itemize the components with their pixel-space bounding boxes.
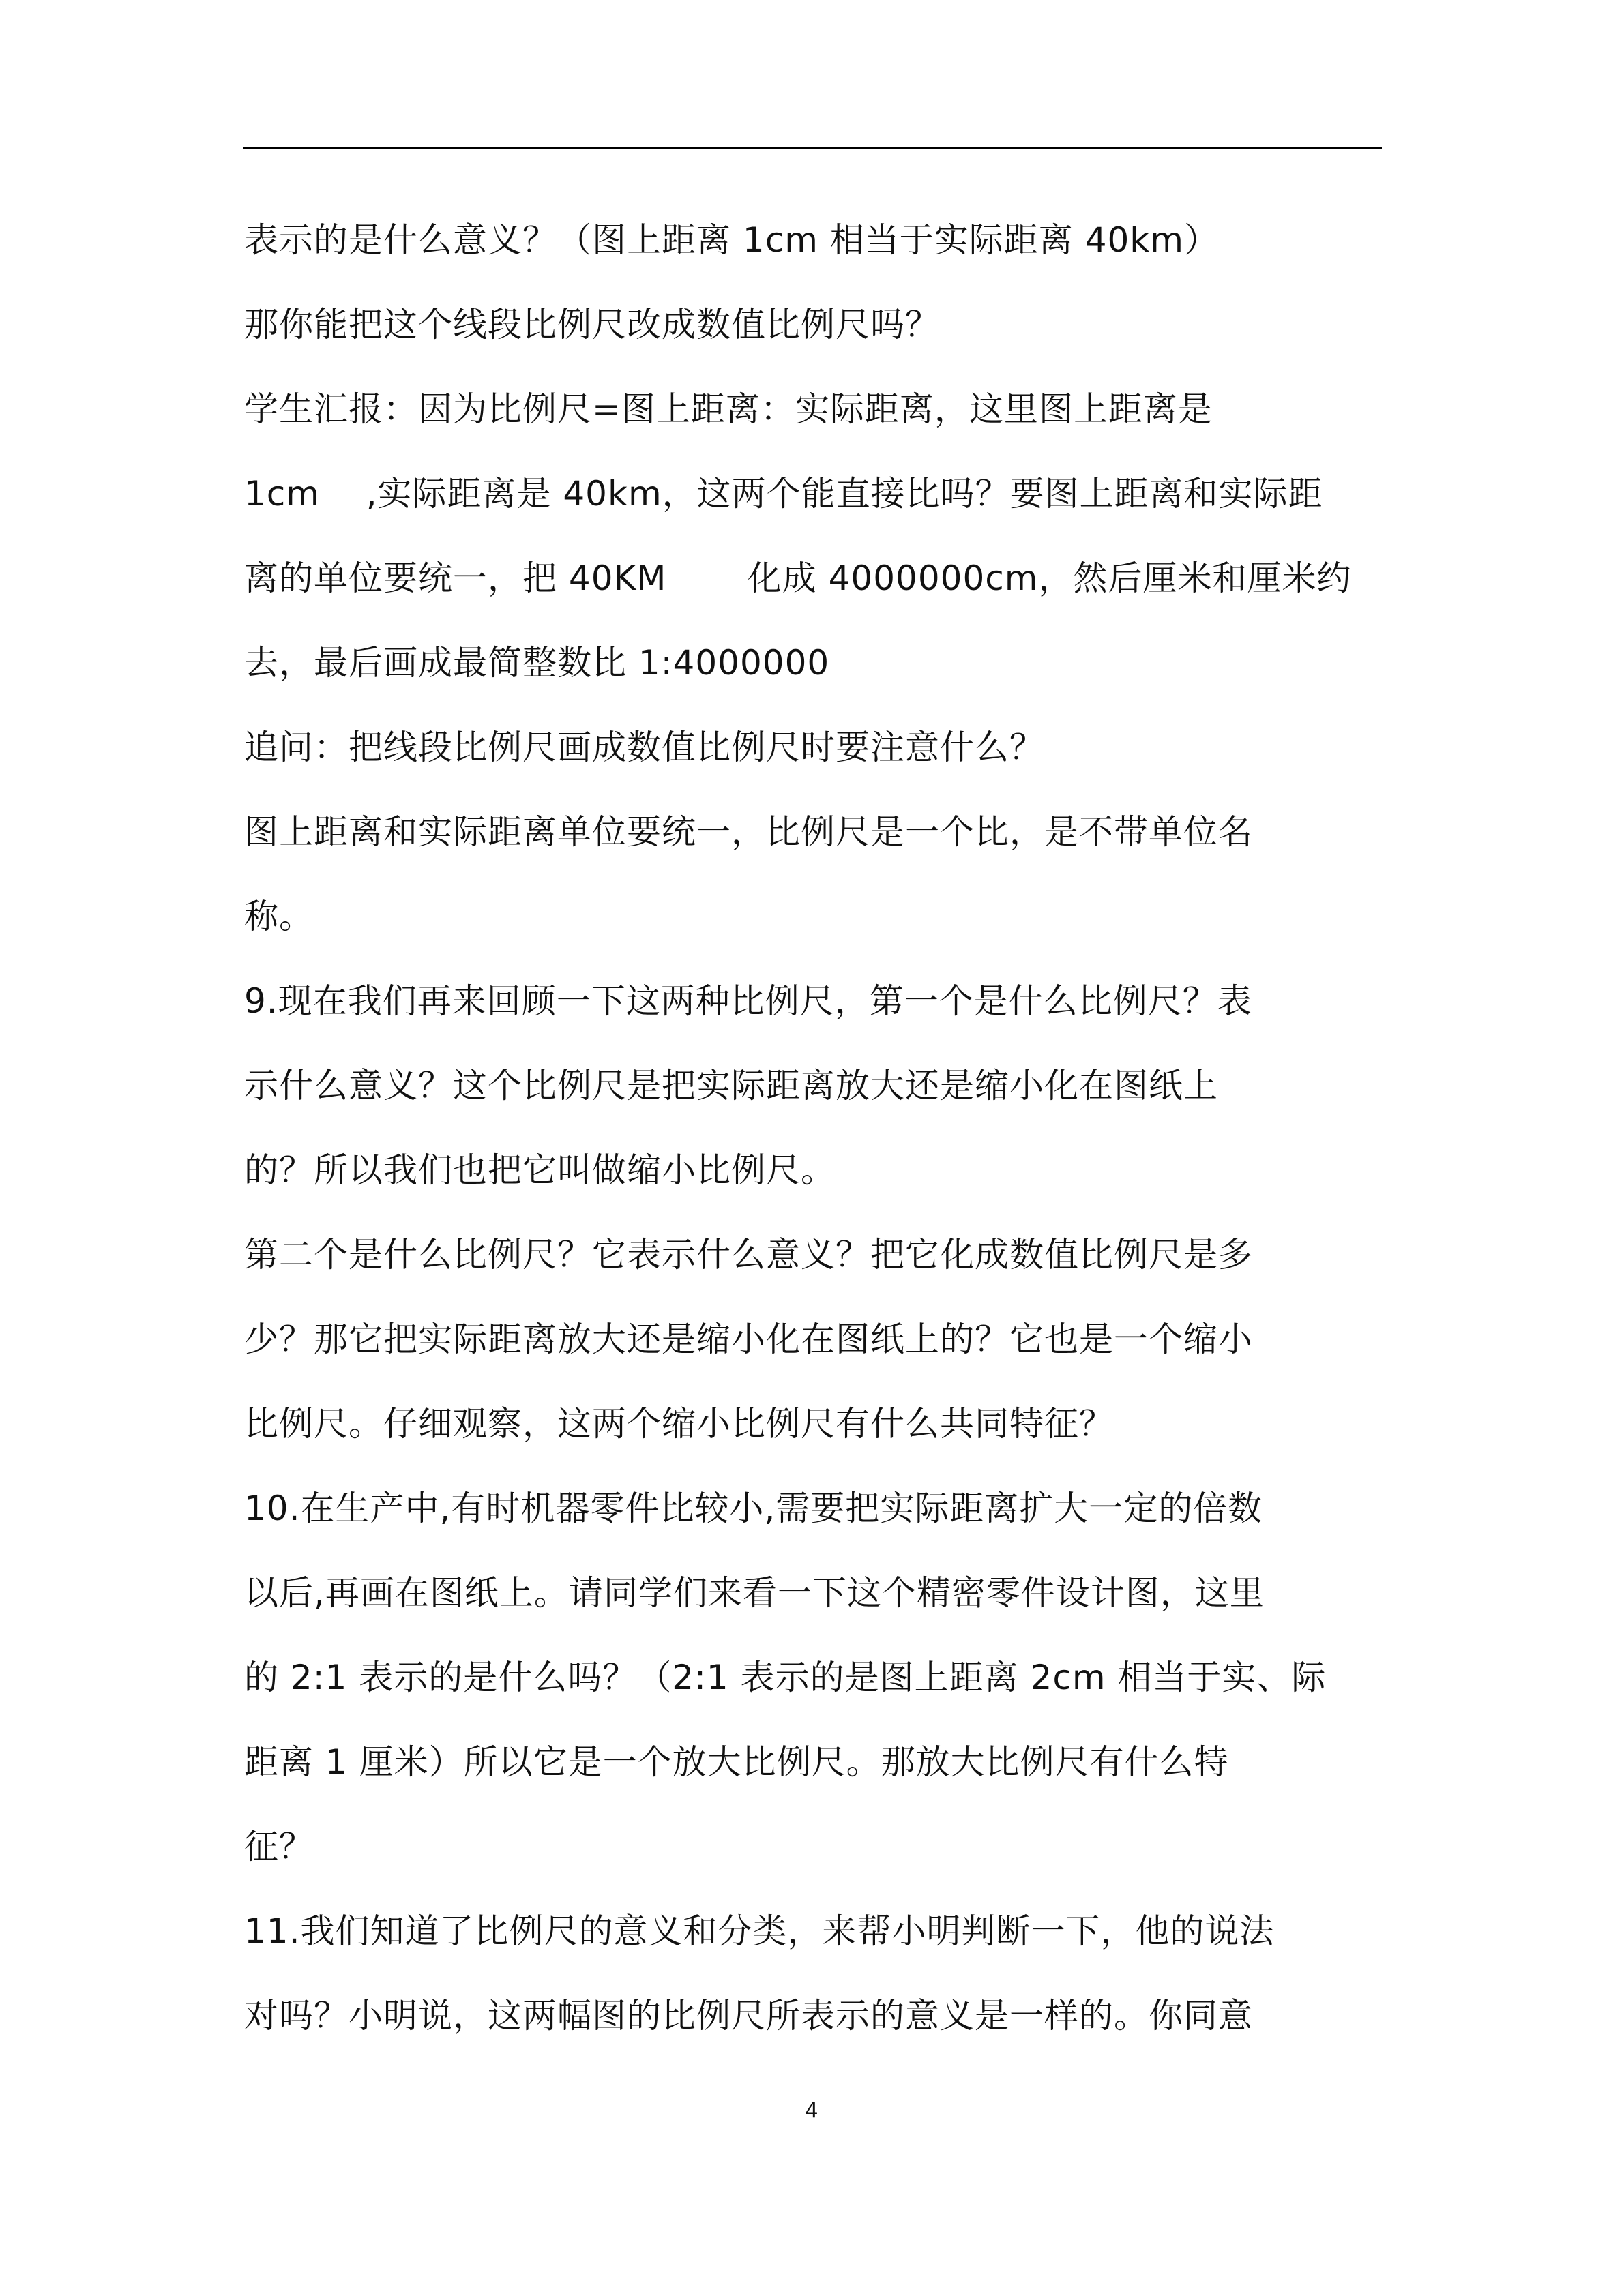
text-line: 追问：把线段比例尺画成数值比例尺时要注意什么？ xyxy=(244,728,1044,767)
text-line: 图上距离和实际距离单位要统一，比例尺是一个比，是不带单位名 xyxy=(244,812,1253,852)
text-line: 的 2:1 表示的是什么吗？（2:1 表示的是图上距离 2cm 相当于实、际 xyxy=(244,1658,1327,1697)
text-line: 示什么意义？这个比例尺是把实际距离放大还是缩小化在图纸上 xyxy=(244,1066,1218,1105)
text-line: 征？ xyxy=(244,1827,314,1866)
text-line: 离的单位要统一，把 40KM 化成 4000000cm，然后厘米和厘米约 xyxy=(244,558,1352,598)
text-line: 对吗？小明说，这两幅图的比例尺所表示的意义是一样的。你同意 xyxy=(244,1996,1253,2036)
text-line: 的？所以我们也把它叫做缩小比例尺。 xyxy=(244,1150,836,1190)
text-line: 少？那它把实际距离放大还是缩小化在图纸上的？它也是一个缩小 xyxy=(244,1320,1253,1359)
text-line: 学生汇报：因为比例尺=图上距离：实际距离，这里图上距离是 xyxy=(244,389,1213,429)
text-line: 9.现在我们再来回顾一下这两种比例尺，第一个是什么比例尺？表 xyxy=(244,981,1252,1021)
text-line: 称。 xyxy=(244,897,314,936)
text-line: 表示的是什么意义？（图上距离 1cm 相当于实际距离 40km） xyxy=(244,220,1219,260)
text-line: 去，最后画成最简整数比 1:4000000 xyxy=(244,643,830,683)
text-line: 第二个是什么比例尺？它表示什么意义？把它化成数值比例尺是多 xyxy=(244,1235,1253,1274)
text-line: 比例尺。仔细观察，这两个缩小比例尺有什么共同特征？ xyxy=(244,1404,1114,1444)
text-line: 10.在生产中,有时机器零件比较小,需要把实际距离扩大一定的倍数 xyxy=(244,1489,1263,1528)
header-rule xyxy=(243,147,1382,149)
page-number: 4 xyxy=(805,2099,818,2123)
text-line: 11.我们知道了比例尺的意义和分类，来帮小明判断一下，他的说法 xyxy=(244,1911,1275,1951)
text-line: 距离 1 厘米）所以它是一个放大比例尺。那放大比例尺有什么特 xyxy=(244,1742,1229,1782)
text-line: 那你能把这个线段比例尺改成数值比例尺吗？ xyxy=(244,305,940,344)
text-line: 以后,再画在图纸上。请同学们来看一下这个精密零件设计图，这里 xyxy=(244,1573,1265,1613)
text-line: 1cm ,实际距离是 40km，这两个能直接比吗？要图上距离和实际距 xyxy=(244,474,1323,513)
